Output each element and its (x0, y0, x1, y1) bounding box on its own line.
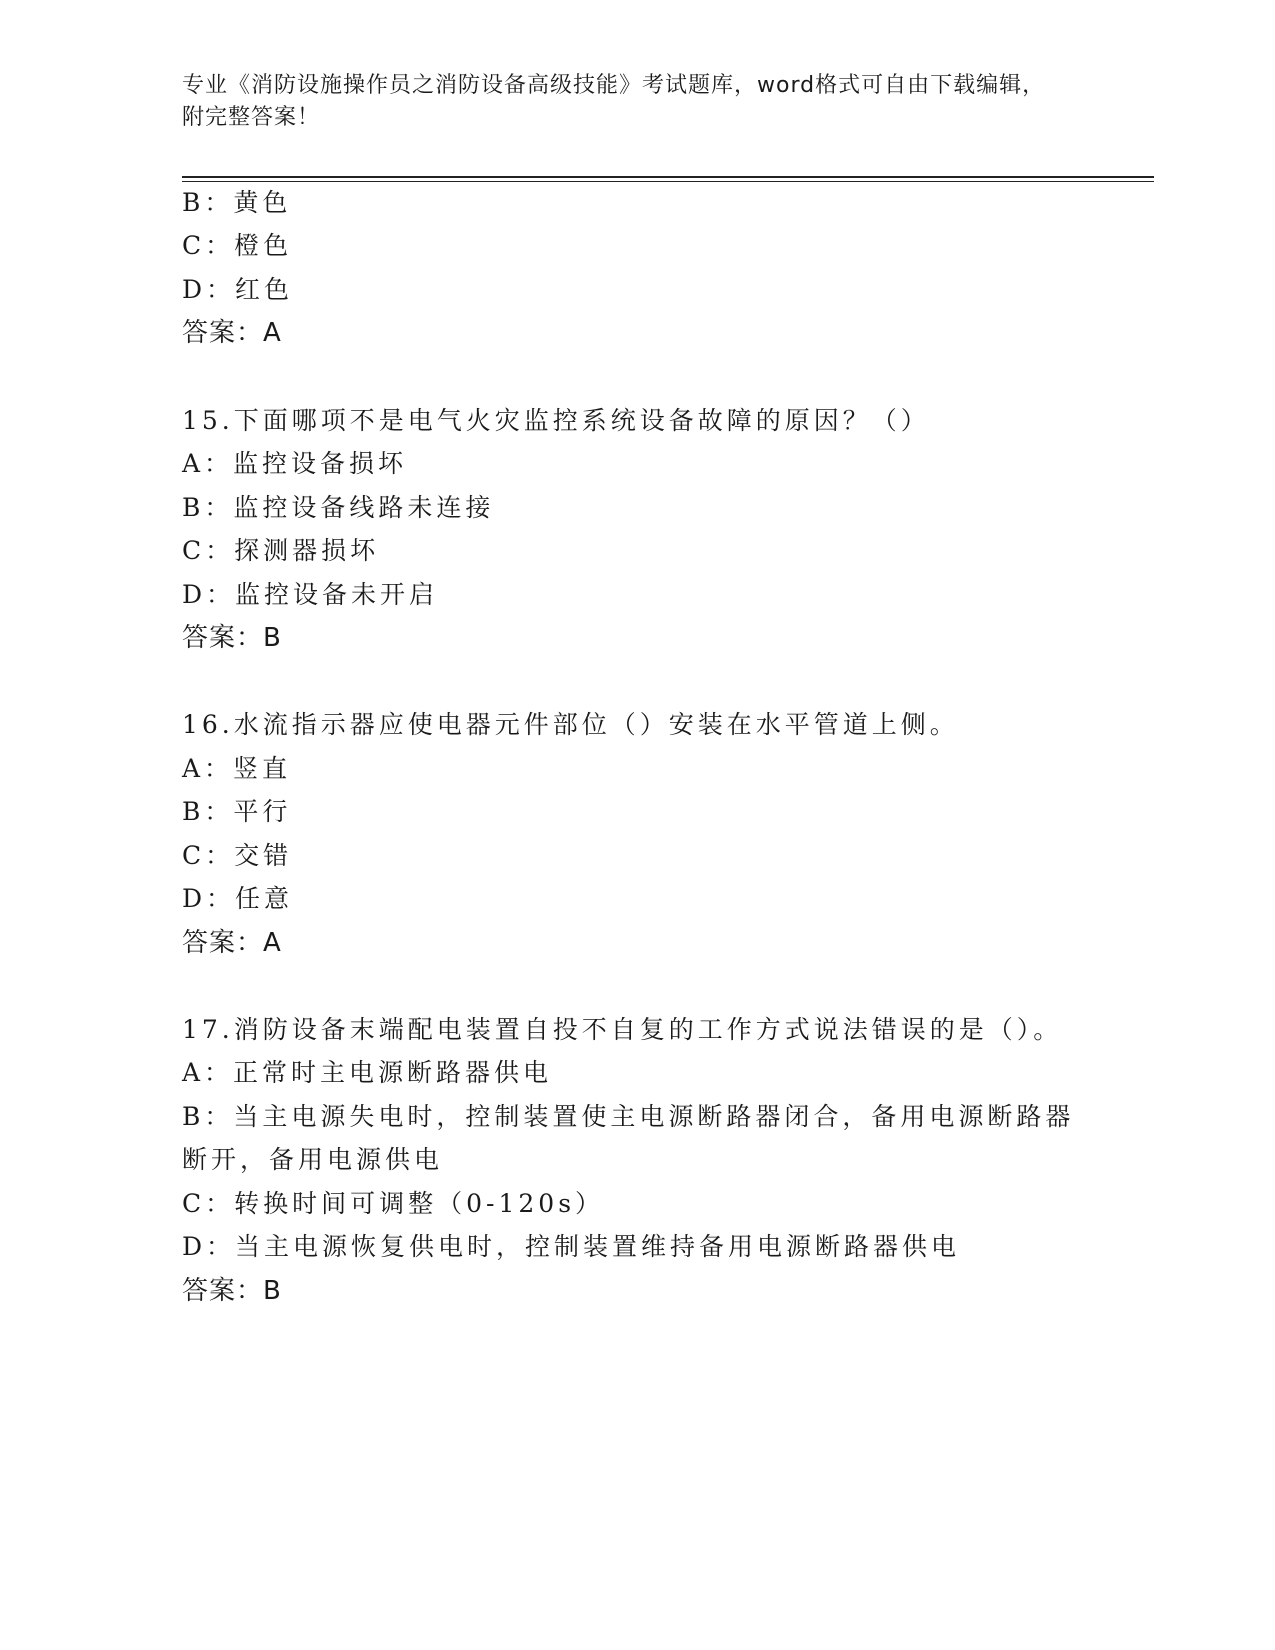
question-15-answer: 答案：B (182, 623, 282, 653)
header-rule-thick (182, 176, 1154, 178)
prev-option-d: D：红色 (182, 275, 294, 304)
prev-answer: 答案：A (182, 318, 282, 348)
question-16-option-c: C：交错 (182, 841, 293, 870)
question-15-option-c: C：探测器损坏 (182, 536, 380, 565)
question-15-option-b: B：监控设备线路未连接 (182, 493, 495, 522)
question-16-option-b: B：平行 (182, 797, 292, 826)
question-15-stem: 15.下面哪项不是电气火灾监控系统设备故障的原因？（） (182, 406, 930, 435)
prev-option-b: B：黄色 (182, 188, 292, 217)
question-17-option-c: C：转换时间可调整（0-120s） (182, 1189, 605, 1218)
question-16-answer: 答案：A (182, 928, 282, 958)
question-17-option-b: B：当主电源失电时，控制装置使主电源断路器闭合，备用电源断路器 (182, 1102, 1075, 1131)
question-17-option-d: D：当主电源恢复供电时，控制装置维持备用电源断路器供电 (182, 1232, 961, 1261)
question-15-option-a: A：监控设备损坏 (182, 449, 408, 478)
question-17-option-a: A：正常时主电源断路器供电 (182, 1058, 553, 1087)
document-header: 专业《消防设施操作员之消防设备高级技能》考试题库，word格式可自由下载编辑，附完整答案！ (182, 73, 1046, 130)
question-16-option-d: D：任意 (182, 884, 294, 913)
question-17-option-b-continued: 断开，备用电源供电 (182, 1145, 444, 1174)
question-15-option-d: D：监控设备未开启 (182, 580, 439, 609)
header-rule-thin (182, 181, 1154, 182)
question-16-option-a: A：竖直 (182, 754, 292, 783)
prev-option-c: C：橙色 (182, 231, 293, 260)
question-17-stem: 17.消防设备末端配电装置自投不自复的工作方式说法错误的是（）。 (182, 1015, 1063, 1044)
question-16-stem: 16.水流指示器应使电器元件部位（）安装在水平管道上侧。 (182, 710, 959, 739)
question-17-answer: 答案：B (182, 1276, 282, 1306)
